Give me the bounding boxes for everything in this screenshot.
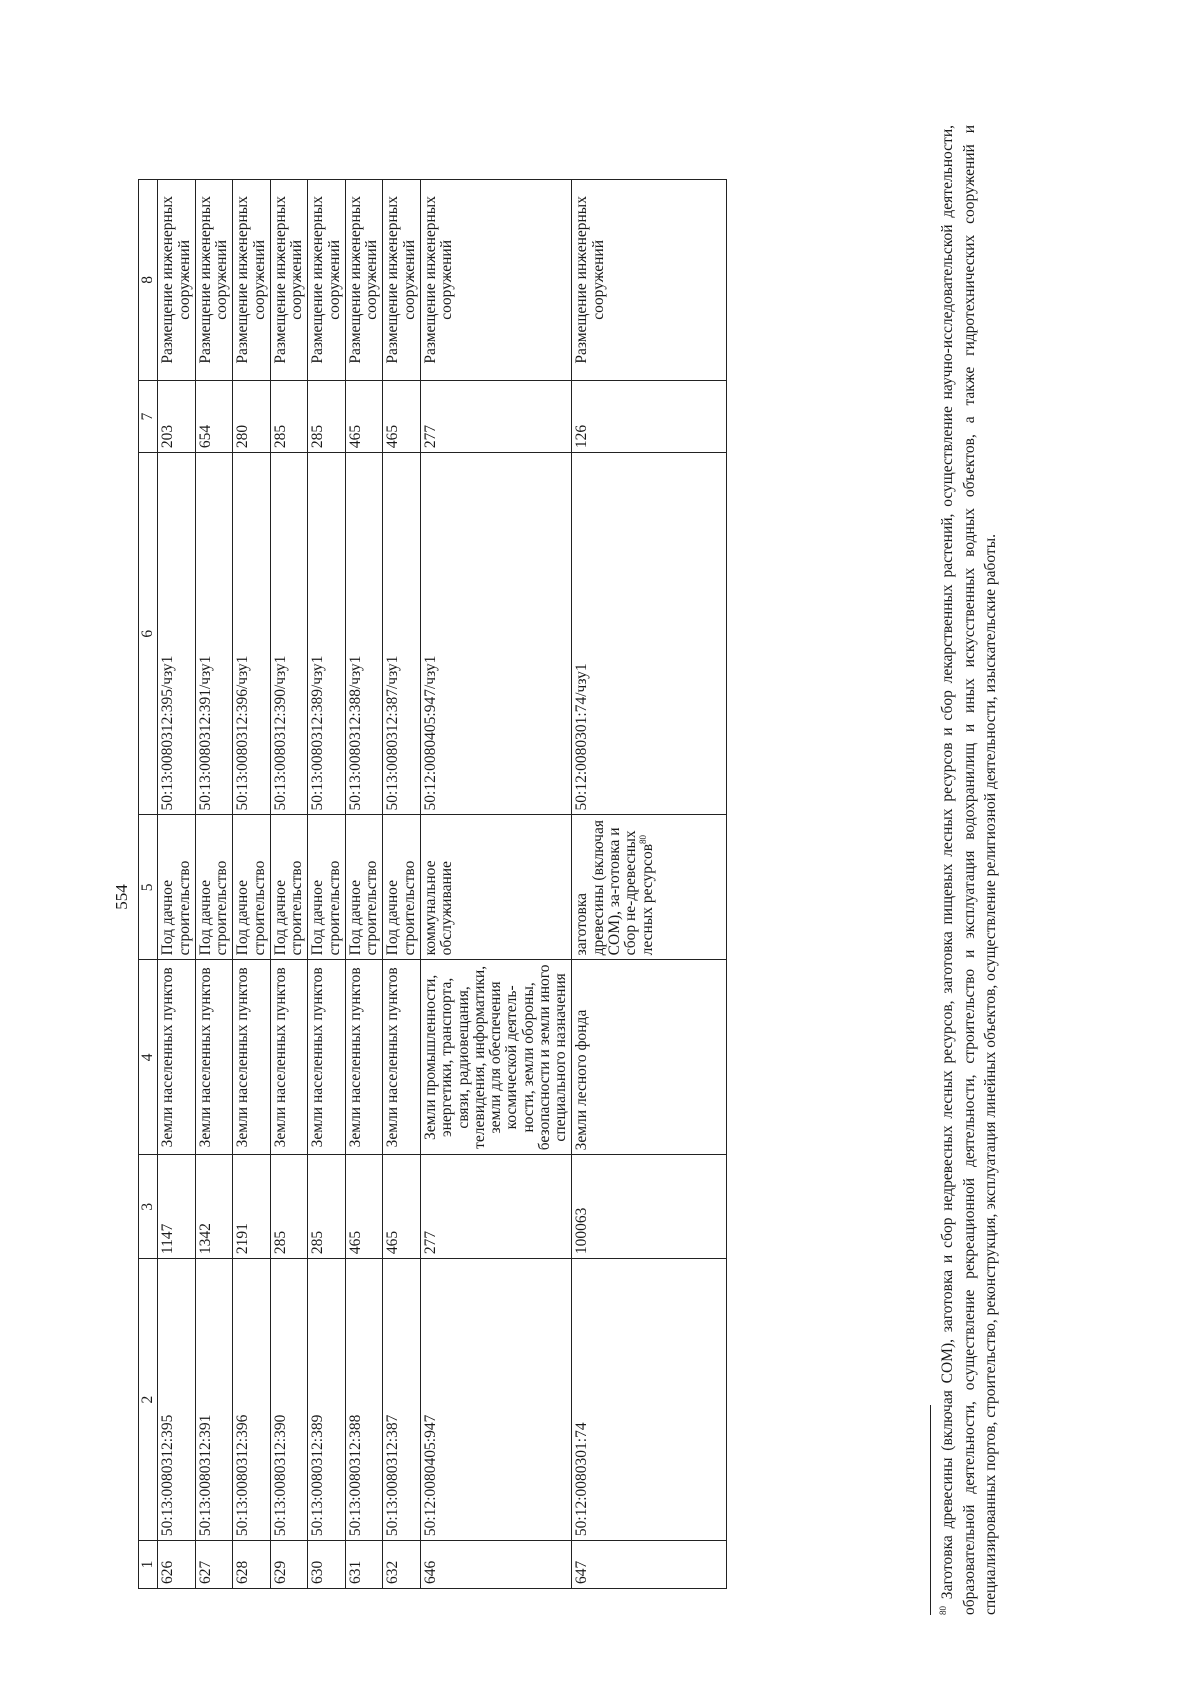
- zone-area: 285: [308, 380, 346, 452]
- header-row: [139, 180, 158, 1589]
- footnote-block: [930, 125, 1001, 1615]
- permitted-use: Под дачное строительство: [270, 815, 308, 960]
- header-col-8: 8: [139, 180, 158, 381]
- header-col-4: 4: [139, 960, 158, 1155]
- zone-id: 50:13:0080312:396/чзу1: [233, 453, 271, 815]
- zone-id: 50:13:0080312:395/чзу1: [158, 453, 196, 815]
- footnote-mark: 80: [938, 1606, 948, 1615]
- land-category: Земли населенных пунктов: [195, 960, 233, 1155]
- header-col-5: 5: [139, 815, 158, 960]
- land-plots-table: [138, 179, 727, 1589]
- row-number: 647: [572, 1541, 727, 1589]
- zone-area: 465: [345, 380, 383, 452]
- zone-area: 280: [233, 380, 271, 452]
- row-number: 631: [345, 1541, 383, 1589]
- land-category: Земли населенных пунктов: [308, 960, 346, 1155]
- zone-area: 203: [158, 380, 196, 452]
- cadastral-number: 50:12:0080405:947: [420, 1259, 571, 1541]
- footnote-ref: 80: [638, 834, 649, 844]
- table-row: [308, 180, 346, 1589]
- land-category: Земли населенных пунктов: [270, 960, 308, 1155]
- area-value: 465: [345, 1155, 383, 1259]
- zone-area: 465: [383, 380, 421, 452]
- cadastral-number: 50:12:0080301:74: [572, 1259, 727, 1541]
- table-row: [195, 180, 233, 1589]
- land-category: Земли населенных пунктов: [383, 960, 421, 1155]
- permitted-use: Под дачное строительство: [308, 815, 346, 960]
- header-col-7: 7: [139, 380, 158, 452]
- purpose: Размещение инженерных сооружений: [233, 180, 271, 381]
- area-value: 1147: [158, 1155, 196, 1259]
- purpose: Размещение инженерных сооружений: [158, 180, 196, 381]
- cadastral-number: 50:13:0080312:389: [308, 1259, 346, 1541]
- header-col-6: 6: [139, 453, 158, 815]
- permitted-use: [572, 815, 727, 960]
- footnote-text: Заготовка древесины (включая СОМ), заготовка и сбор недревесных лесных ресурсов, заготовка пищевых лесных ресурсов и сбор лекарственных растений, осуществление научно-исследовательской деятельности, образовательной деятельности, осуществление рекреационной деятельности, строительство и эксплуатация водохранилищ и иных искусственных водных объектов, а также гидротехнических сооружений и специализированных портов, строительство, реконструкция, эксплуатация линейных объектов, осуществление религиозной деятельности, изыскательские работы.: [939, 124, 999, 1615]
- zone-id: 50:13:0080312:391/чзу1: [195, 453, 233, 815]
- land-category: Земли лесного фонда: [572, 960, 727, 1155]
- table-row: [158, 180, 196, 1589]
- purpose: Размещение инженерных сооружений: [270, 180, 308, 381]
- header-col-3: 3: [139, 1155, 158, 1259]
- zone-id: 50:13:0080312:388/чзу1: [345, 453, 383, 815]
- area-value: 285: [308, 1155, 346, 1259]
- area-value: 285: [270, 1155, 308, 1259]
- purpose: Размещение инженерных сооружений: [345, 180, 383, 381]
- zone-id: 50:12:0080301:74/чзу1: [572, 453, 727, 815]
- purpose: Размещение инженерных сооружений: [308, 180, 346, 381]
- zone-id: 50:13:0080312:389/чзу1: [308, 453, 346, 815]
- table-row: [345, 180, 383, 1589]
- header-col-1: 1: [139, 1541, 158, 1589]
- permitted-use: Под дачное строительство: [345, 815, 383, 960]
- permitted-use: Под дачное строительство: [158, 815, 196, 960]
- row-number: 627: [195, 1541, 233, 1589]
- permitted-use: Под дачное строительство: [195, 815, 233, 960]
- footnote-rule: [930, 1405, 931, 1615]
- table-row: [233, 180, 271, 1589]
- cadastral-number: 50:13:0080312:396: [233, 1259, 271, 1541]
- zone-area: 285: [270, 380, 308, 452]
- cadastral-number: 50:13:0080312:387: [383, 1259, 421, 1541]
- zone-area: 654: [195, 380, 233, 452]
- permitted-use: Под дачное строительство: [383, 815, 421, 960]
- land-category: Земли населенных пунктов: [233, 960, 271, 1155]
- area-value: 2191: [233, 1155, 271, 1259]
- cadastral-number: 50:13:0080312:395: [158, 1259, 196, 1541]
- cadastral-number: 50:13:0080312:388: [345, 1259, 383, 1541]
- purpose: Размещение инженерных сооружений: [195, 180, 233, 381]
- table-row: [572, 180, 727, 1589]
- table-row: [270, 180, 308, 1589]
- area-value: 277: [420, 1155, 571, 1259]
- area-value: 1342: [195, 1155, 233, 1259]
- permitted-use-text: заготовка древесины (включая СОМ), за-готовка и сбор не-древесных лесных ресурсов: [573, 820, 657, 956]
- table-row: [420, 180, 571, 1589]
- zone-id: 50:13:0080312:390/чзу1: [270, 453, 308, 815]
- zone-area: 126: [572, 380, 727, 452]
- purpose: Размещение инженерных сооружений: [420, 180, 571, 381]
- purpose: Размещение инженерных сооружений: [383, 180, 421, 381]
- land-category: Земли населенных пунктов: [158, 960, 196, 1155]
- row-number: 646: [420, 1541, 571, 1589]
- zone-area: 277: [420, 380, 571, 452]
- rotated-page: [0, 97, 1100, 1697]
- purpose: Размещение инженерных сооружений: [572, 180, 727, 381]
- zone-id: 50:13:0080312:387/чзу1: [383, 453, 421, 815]
- land-category: Земли населенных пунктов: [345, 960, 383, 1155]
- cadastral-number: 50:13:0080312:390: [270, 1259, 308, 1541]
- row-number: 630: [308, 1541, 346, 1589]
- area-value: 465: [383, 1155, 421, 1259]
- table-row: [383, 180, 421, 1589]
- zone-id: 50:12:0080405:947/чзу1: [420, 453, 571, 815]
- permitted-use: Под дачное строительство: [233, 815, 271, 960]
- row-number: 629: [270, 1541, 308, 1589]
- area-value: 100063: [572, 1155, 727, 1259]
- permitted-use: коммунальное обслуживание: [420, 815, 571, 960]
- cadastral-number: 50:13:0080312:391: [195, 1259, 233, 1541]
- header-col-2: 2: [139, 1259, 158, 1541]
- row-number: 626: [158, 1541, 196, 1589]
- row-number: 628: [233, 1541, 271, 1589]
- row-number: 632: [383, 1541, 421, 1589]
- land-category: Земли промышленности, энергетики, транспорта, связи, радиовещания, телевидения, информатики, земли для обеспечения космической деятель-ности, земли обороны, безопасности и земли иного специального назначения: [420, 960, 571, 1155]
- page-number: 554: [112, 884, 131, 910]
